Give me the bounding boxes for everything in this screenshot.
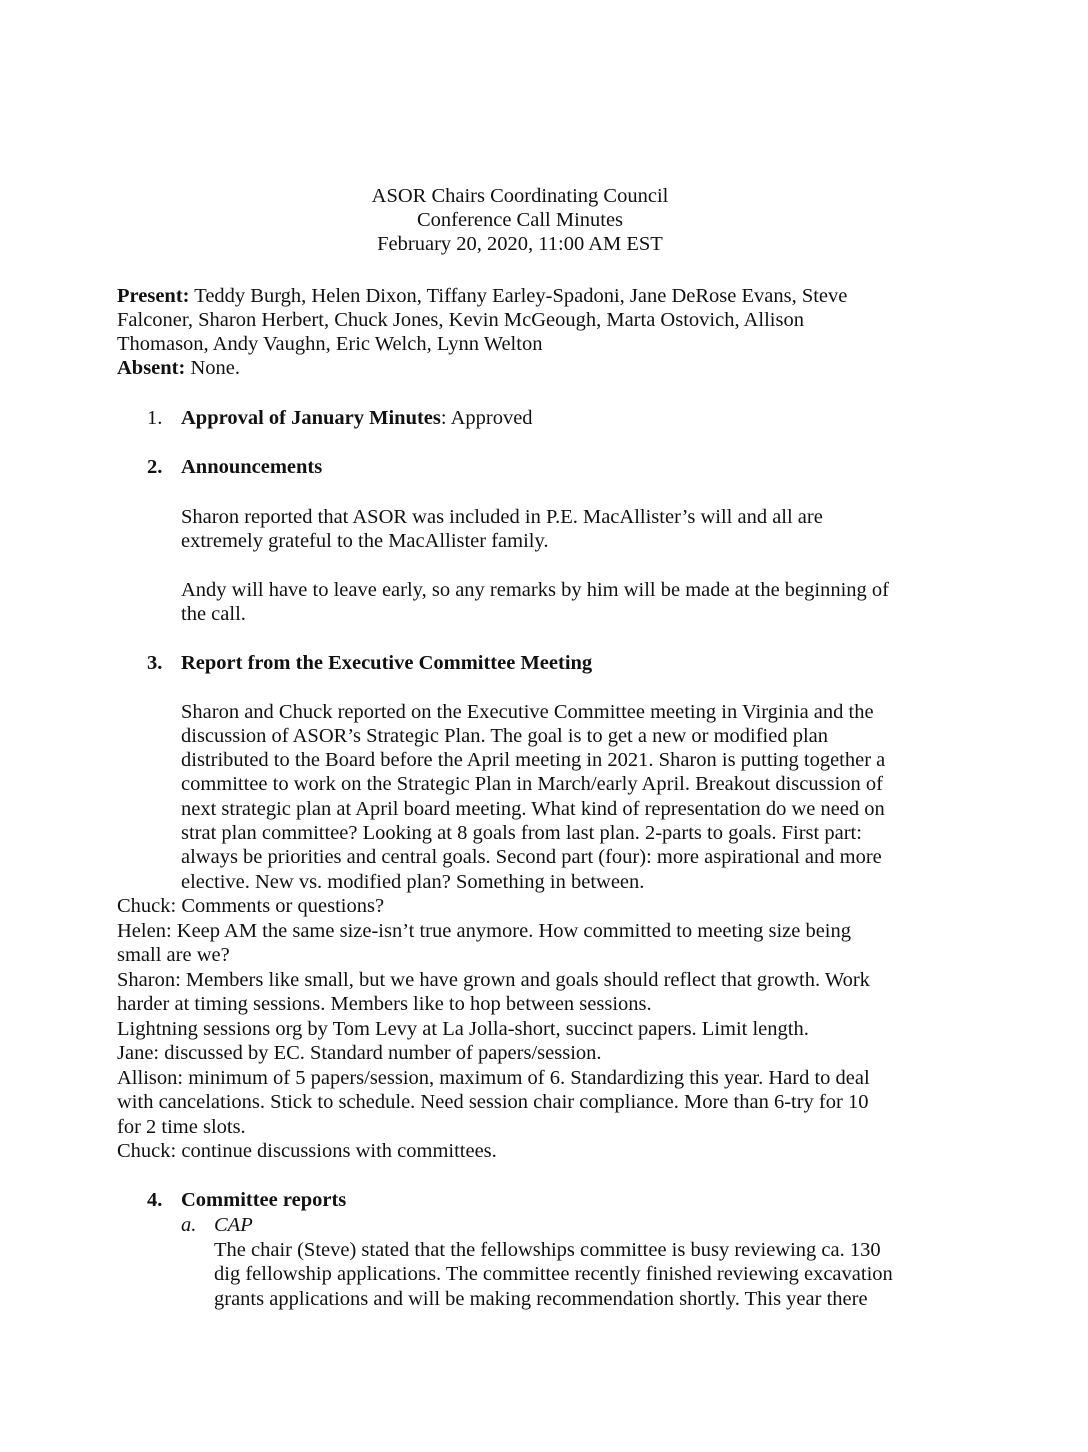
cap-report-line: The chair (Steve) stated that the fellowships committee is busy reviewing ca. 130: [214, 1239, 881, 1261]
section-4-title: Committee reports: [181, 1189, 347, 1211]
absent-label: Absent:: [117, 357, 186, 379]
meeting-date: February 20, 2020, 11:00 AM EST: [377, 233, 663, 255]
report-line: next strategic plan at April board meeting. What kind of representation do we need on: [181, 798, 885, 820]
section-2-title: Announcements: [181, 456, 323, 478]
cap-report-line: grants applications and will be making recommendation shortly. This year there: [214, 1288, 868, 1310]
section-3-number: 3.: [147, 652, 163, 674]
report-line: committee to work on the Strategic Plan in March/early April. Breakout discussion of: [181, 773, 883, 795]
document-subtitle: Conference Call Minutes: [416, 209, 624, 231]
report-line: distributed to the Board before the April meeting in 2021. Sharon is putting together a: [181, 749, 886, 771]
present-line-2: Falconer, Sharon Herbert, Chuck Jones, Kevin McGeough, Marta Ostovich, Allison: [117, 309, 804, 331]
discussion-line: Sharon: Members like small, but we have grown and goals should reflect that growth. Work: [117, 969, 870, 991]
discussion-line: Allison: minimum of 5 papers/session, maximum of 6. Standardizing this year. Hard to deal: [117, 1067, 870, 1089]
present-line-3: Thomason, Andy Vaughn, Eric Welch, Lynn Welton: [117, 333, 543, 355]
discussion-line: Chuck: continue discussions with committees.: [117, 1140, 497, 1162]
absent-line: [117, 356, 240, 380]
cap-report-line: dig fellowship applications. The committee recently finished reviewing excavation: [214, 1263, 893, 1285]
report-line: discussion of ASOR’s Strategic Plan. The goal is to get a new or modified plan: [181, 725, 829, 747]
section-2-number: 2.: [147, 456, 163, 478]
discussion-line: Helen: Keep AM the same size-isn’t true anymore. How committed to meeting size being: [117, 920, 852, 942]
announcement-line: extremely grateful to the MacAllister family.: [181, 530, 549, 552]
discussion-line: small are we?: [117, 944, 230, 966]
present-label: Present:: [117, 285, 190, 307]
section-1-number: 1.: [147, 407, 163, 429]
discussion-line: harder at timing sessions. Members like to hop between sessions.: [117, 993, 652, 1015]
discussion-line: for 2 time slots.: [117, 1116, 246, 1138]
section-1-status: : Approved: [440, 407, 533, 429]
discussion-line: Chuck: Comments or questions?: [117, 895, 385, 917]
section-1-title: Approval of January Minutes: [181, 407, 441, 429]
discussion-line: Jane: discussed by EC. Standard number of papers/session.: [117, 1042, 602, 1064]
section-4-number: 4.: [147, 1189, 163, 1211]
absent-value: None.: [185, 357, 240, 379]
announcement-line: Andy will have to leave early, so any remarks by him will be made at the beginning of: [181, 579, 890, 601]
subsection-a-letter: a.: [181, 1214, 197, 1236]
section-1-heading: [181, 406, 533, 430]
report-line: always be priorities and central goals. Second part (four): more aspirational and more: [181, 846, 882, 868]
section-3-title: Report from the Executive Committee Meeting: [181, 652, 593, 674]
subsection-a-title: CAP: [214, 1214, 253, 1236]
discussion-line: with cancelations. Stick to schedule. Need session chair compliance. More than 6-try for 10: [117, 1091, 869, 1113]
report-line: Sharon and Chuck reported on the Executive Committee meeting in Virginia and the: [181, 701, 874, 723]
present-line-1: [117, 284, 847, 308]
document-title: ASOR Chairs Coordinating Council: [371, 185, 669, 207]
announcement-line: Sharon reported that ASOR was included in P.E. MacAllister’s will and all are: [181, 506, 823, 528]
report-line: elective. New vs. modified plan? Something in between.: [181, 871, 645, 893]
report-line: strat plan committee? Looking at 8 goals from last plan. 2-parts to goals. First part:: [181, 822, 862, 844]
announcement-line: the call.: [181, 603, 246, 625]
discussion-line: Lightning sessions org by Tom Levy at La Jolla-short, succinct papers. Limit length.: [117, 1018, 809, 1040]
present-names: Teddy Burgh, Helen Dixon, Tiffany Earley-Spadoni, Jane DeRose Evans, Steve: [189, 285, 848, 307]
